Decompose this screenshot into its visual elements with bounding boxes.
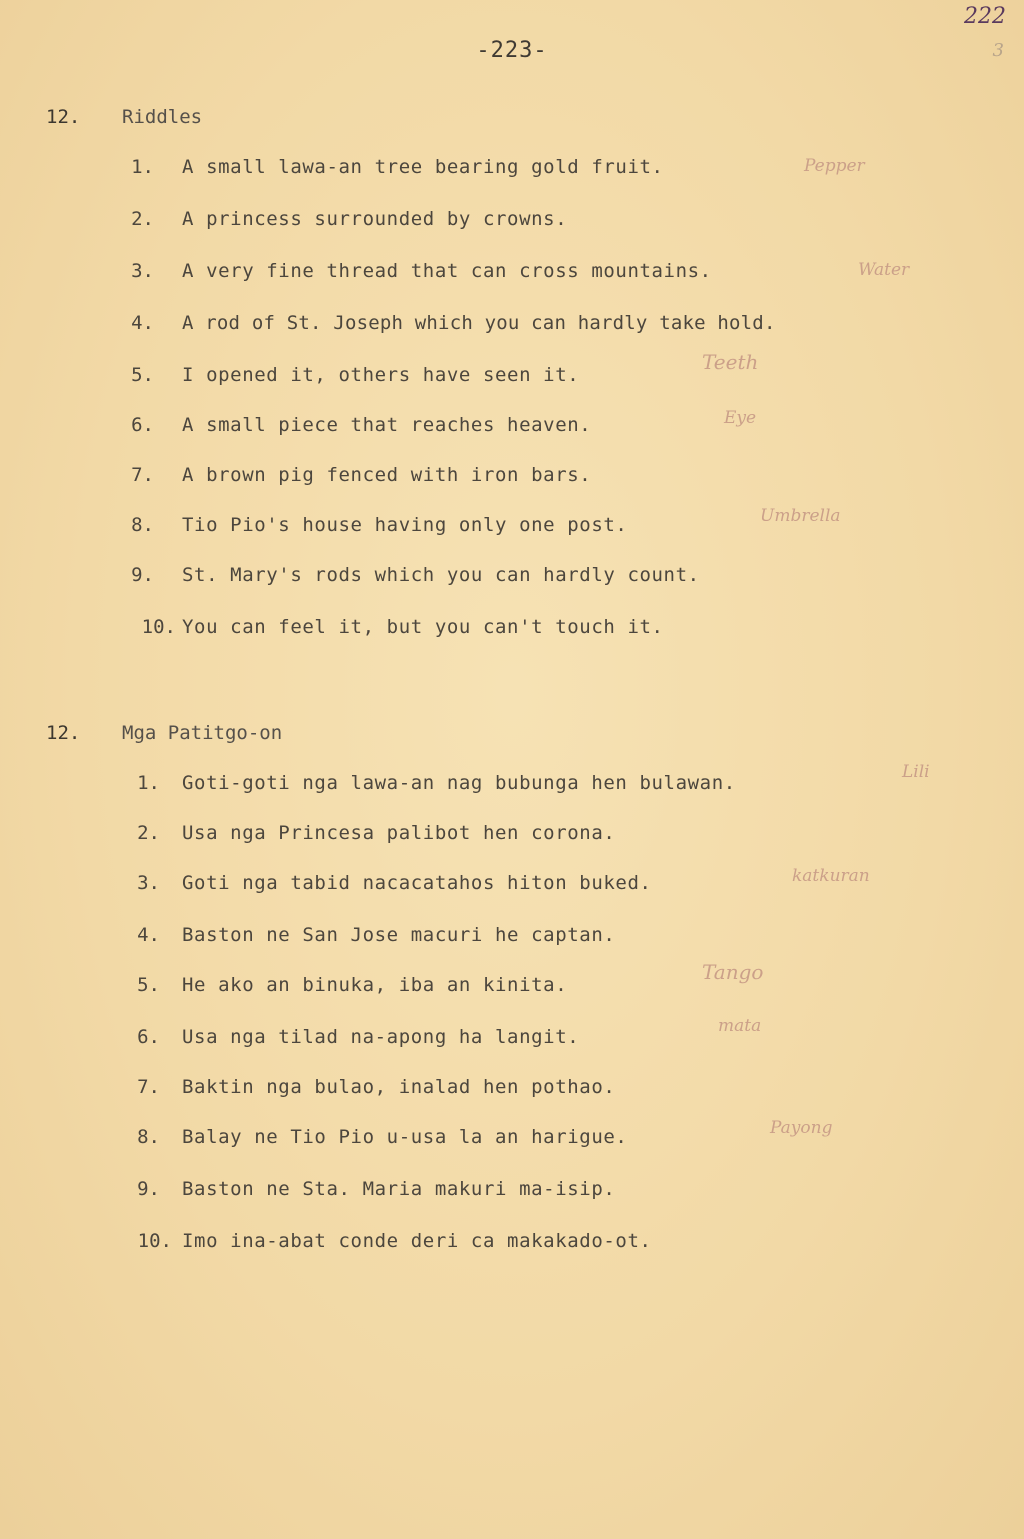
- handwritten-note: Tango: [702, 960, 764, 984]
- item-number: 3.: [131, 260, 154, 282]
- item-number: 5.: [137, 974, 160, 996]
- item-text: Baston ne Sta. Maria makuri ma-isip.: [182, 1178, 616, 1200]
- item-text: St. Mary's rods which you can hardly count.: [182, 564, 700, 586]
- item-number: 6.: [137, 1026, 160, 1048]
- item-text: Baktin nga bulao, inalad hen pothao.: [182, 1076, 616, 1098]
- item-text: He ako an binuka, iba an kinita.: [182, 974, 568, 996]
- item-text: A small lawa-an tree bearing gold fruit.: [182, 156, 664, 178]
- list-item: [0, 260, 1024, 290]
- item-text: Balay ne Tio Pio u-usa la an harigue.: [182, 1126, 628, 1148]
- item-text: Baston ne San Jose macuri he captan.: [182, 924, 616, 946]
- section-title: Riddles: [122, 106, 203, 128]
- list-item: [0, 208, 1024, 238]
- list-item: [0, 866, 1024, 902]
- item-number: 9.: [137, 1178, 160, 1200]
- handwritten-note: mata: [718, 1016, 762, 1036]
- handwritten-note: Payong: [770, 1118, 833, 1138]
- item-number: 8.: [131, 514, 154, 536]
- item-text: A princess surrounded by crowns.: [182, 208, 568, 230]
- list-item: [0, 1118, 1024, 1156]
- item-text: You can feel it, but you can't touch it.: [182, 616, 664, 638]
- section-title: Mga Patitgo-on: [122, 722, 283, 744]
- list-item: [0, 1230, 1024, 1260]
- item-text: I opened it, others have seen it.: [182, 364, 580, 386]
- list-item: [0, 564, 1024, 594]
- list-item: [0, 1178, 1024, 1208]
- item-number: 5.: [131, 364, 154, 386]
- item-number: 2.: [131, 208, 154, 230]
- list-item: [0, 924, 1024, 954]
- item-number: 7.: [131, 464, 154, 486]
- item-number: 2.: [137, 822, 160, 844]
- item-number: 7.: [137, 1076, 160, 1098]
- item-number: 4.: [137, 924, 160, 946]
- item-number: 3.: [137, 872, 160, 894]
- handwritten-mark: 3: [992, 40, 1004, 61]
- item-text: A brown pig fenced with iron bars.: [182, 464, 592, 486]
- item-number: 10.: [137, 1230, 172, 1252]
- item-text: Goti-goti nga lawa-an nag bubunga hen bulawan.: [182, 772, 736, 794]
- list-item: [0, 408, 1024, 444]
- item-text: Imo ina-abat conde deri ca makakado-ot.: [182, 1230, 652, 1252]
- list-item: [0, 1076, 1024, 1106]
- list-item: [0, 156, 1024, 186]
- handwritten-page-number: 222: [964, 4, 1006, 29]
- item-number: 9.: [131, 564, 154, 586]
- handwritten-note: katkuran: [792, 866, 870, 886]
- list-item: [0, 464, 1024, 494]
- item-text: Usa nga tilad na-apong ha langit.: [182, 1026, 580, 1048]
- handwritten-note: Pepper: [804, 156, 865, 176]
- item-number: 1.: [131, 156, 154, 178]
- handwritten-note: Umbrella: [760, 506, 841, 526]
- item-text: A very fine thread that can cross mountains.: [182, 260, 712, 282]
- handwritten-note: Water: [858, 260, 910, 280]
- list-item: [0, 1016, 1024, 1056]
- page-number: -223-: [476, 38, 548, 63]
- item-number: 10.: [141, 616, 176, 638]
- item-number: 8.: [137, 1126, 160, 1148]
- section-number: 12.: [46, 722, 81, 744]
- list-item: [0, 822, 1024, 852]
- item-text: Usa nga Princesa palibot hen corona.: [182, 822, 616, 844]
- item-text: Goti nga tabid nacacatahos hiton buked.: [182, 872, 652, 894]
- list-item: [0, 616, 1024, 646]
- list-item: [0, 506, 1024, 544]
- list-item: [0, 350, 1024, 394]
- item-number: 4.: [131, 312, 154, 334]
- item-text: A small piece that reaches heaven.: [182, 414, 592, 436]
- section-number: 12.: [46, 106, 81, 128]
- handwritten-note: Eye: [724, 408, 757, 428]
- list-item: [0, 960, 1024, 1004]
- handwritten-note: Teeth: [702, 350, 759, 374]
- list-item: [0, 762, 1024, 802]
- item-number: 6.: [131, 414, 154, 436]
- list-item: [0, 312, 1024, 342]
- handwritten-note: Lili: [902, 762, 930, 782]
- item-number: 1.: [137, 772, 160, 794]
- item-text: Tio Pio's house having only one post.: [182, 514, 628, 536]
- item-text: A rod of St. Joseph which you can hardly take hold.: [182, 312, 776, 334]
